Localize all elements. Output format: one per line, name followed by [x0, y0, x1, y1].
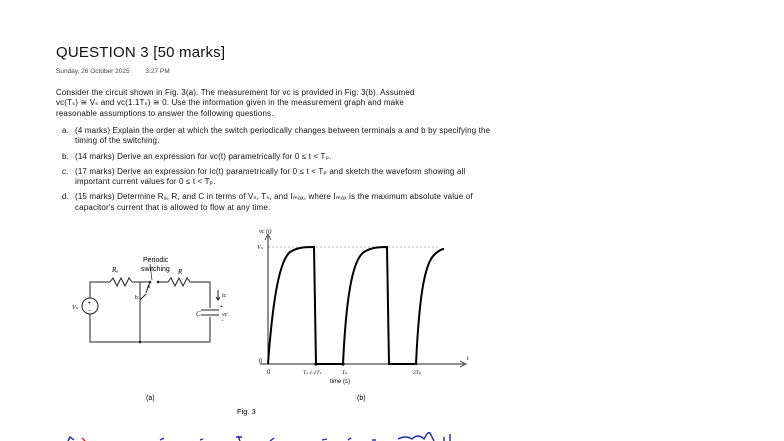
graph-xtick-tp: Tₚ [342, 370, 348, 376]
label-source-minus: − [88, 308, 91, 314]
label-term-b: b [135, 295, 138, 301]
graph-ylabel: vᴄ (t) [259, 229, 272, 235]
label-vc: vᴄ [222, 312, 228, 318]
label-switch-1: Periodic [143, 257, 169, 264]
part-text: (15 marks) Determine Rₐ, R, and C in terms of Vₛ, Tₛ, and Iₘₐₓ, where Iₘₐₓ is the maximum absolute value of capacitor's current that is allowed to flow at any time. [75, 192, 473, 212]
label-ra: Rₐ [112, 266, 119, 274]
label-switch-2: switching [141, 266, 170, 273]
label-cap-minus: − [221, 318, 224, 324]
intro-line: Consider the circuit shown in Fig. 3(a). The measurement for vᴄ is provided in Fig. 3(b). Assumed [56, 88, 415, 97]
part-label: d. [62, 192, 69, 202]
graph-ytick-vs: Vₛ [257, 245, 263, 251]
vc-waveform [268, 247, 444, 364]
graph-xaxis-t: t [467, 356, 469, 362]
graph-xtick-2tp: 2Tₚ [413, 370, 422, 376]
note-date: Sunday, 26 October 2025 [56, 68, 130, 75]
note-time: 3:27 PM [145, 68, 170, 75]
label-term-a: a [147, 284, 150, 290]
label-c: C [196, 310, 201, 318]
capacitor [201, 310, 219, 315]
graph-xtick-ts: Tₛ 1.1Tₛ [303, 370, 322, 376]
part-label: b. [62, 151, 69, 161]
label-r: R [178, 268, 183, 276]
part-text: (4 marks) Explain the order at which the switch periodically changes between terminals a and b by specifying the timing of the switching. [75, 126, 491, 146]
vc-graph [260, 234, 466, 367]
part-text: (14 marks) Derive an expression for vᴄ(t) parametrically for 0 ≤ t < Tₚ. [75, 151, 332, 161]
resistor-ra [110, 278, 132, 286]
intro-line: reasonable assumptions to answer the following questions. [56, 108, 274, 118]
part-text: (17 marks) Derive an expression for iᴄ(t) parametrically for 0 ≤ t < Tₚ and sketch the waveform showing all important current values for 0 ≤ t < Tₚ. [75, 166, 466, 187]
intro-line: vᴄ(Tₛ) ≅ Vₛ and vᴄ(1.1Tₛ) ≅ 0. Use the information given in the measurement graph and make [56, 98, 405, 108]
label-ic: iᴄ [222, 293, 227, 299]
figure-caption: Fig. 3 [237, 407, 256, 416]
caption-b: (b) [357, 395, 366, 402]
label-vs: Vₛ [72, 305, 78, 311]
question-title: QUESTION 3 [50 marks] [56, 44, 226, 61]
resistor-r [168, 278, 190, 286]
label-cap-plus: + [220, 304, 223, 310]
part-label: a. [62, 126, 69, 135]
caption-a: (a) [146, 395, 155, 402]
part-label: c. [62, 166, 69, 176]
graph-zero-x: 0 [267, 370, 271, 376]
handwriting-strokes [68, 433, 450, 441]
label-source-plus: + [87, 301, 92, 307]
graph-zero-y: 0 [259, 359, 263, 365]
graph-xlabel: time (s) [330, 379, 350, 385]
